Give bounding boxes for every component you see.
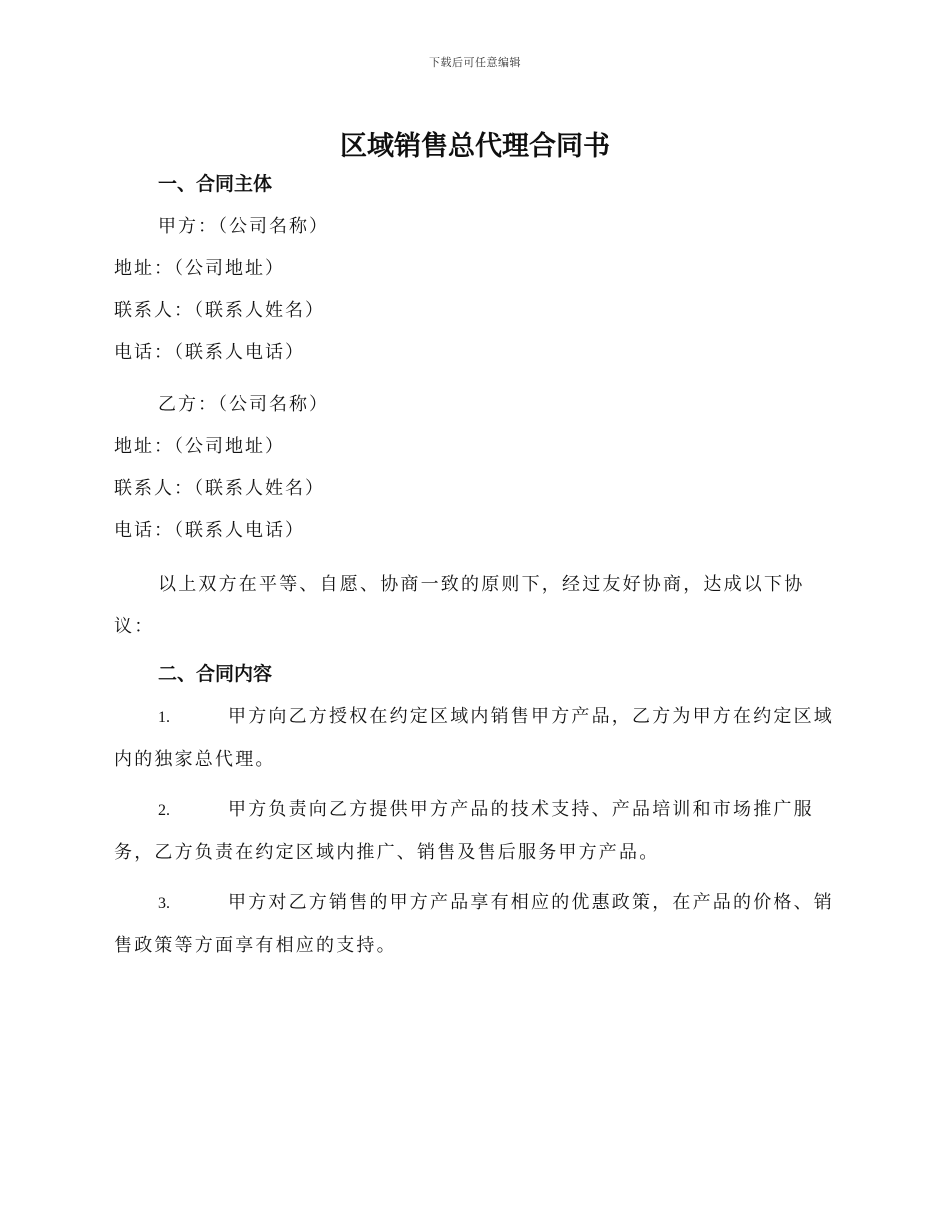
party-b-block <box>114 384 836 552</box>
agreement-statement: 以上双方在平等、自愿、协商一致的原则下，经过友好协商，达成以下协议： <box>114 574 805 637</box>
list-item-text: 甲方负责向乙方提供甲方产品的技术支持、产品培训和市场推广服务，乙方负责在约定区域内推广、销售及售后服务甲方产品。 <box>114 799 814 863</box>
list-item <box>114 696 836 781</box>
list-item-text: 甲方向乙方授权在约定区域内销售甲方产品，乙方为甲方在约定区域内的独家总代理。 <box>114 706 834 770</box>
document-body <box>114 170 836 967</box>
party-a-name: 甲方：（公司名称） <box>158 216 329 237</box>
party-b-phone: 电话：（联系人电话） <box>114 520 305 541</box>
list-item <box>114 882 836 967</box>
document-title: 区域销售总代理合同书 <box>340 131 610 162</box>
section-heading-contract-parties: 一、合同主体 <box>158 173 273 195</box>
list-item-number: 2. <box>158 802 170 819</box>
party-a-block <box>114 206 836 374</box>
party-b-contact: 联系人：（联系人姓名） <box>114 478 325 499</box>
party-b-name: 乙方：（公司名称） <box>158 394 329 415</box>
party-a-contact: 联系人：（联系人姓名） <box>114 300 325 321</box>
list-item-number: 1. <box>158 709 170 726</box>
list-item-text: 甲方对乙方销售的甲方产品享有相应的优惠政策，在产品的价格、销售政策等方面享有相应的支持。 <box>114 892 834 956</box>
page-header-note: 下载后可任意编辑 <box>429 56 521 69</box>
party-b-address: 地址：（公司地址） <box>114 436 285 457</box>
party-a-phone: 电话：（联系人电话） <box>114 342 305 363</box>
list-item-number: 3. <box>158 895 170 912</box>
section-heading-contract-content: 二、合同内容 <box>158 663 273 685</box>
list-item <box>114 789 836 874</box>
party-a-address: 地址：（公司地址） <box>114 258 285 279</box>
